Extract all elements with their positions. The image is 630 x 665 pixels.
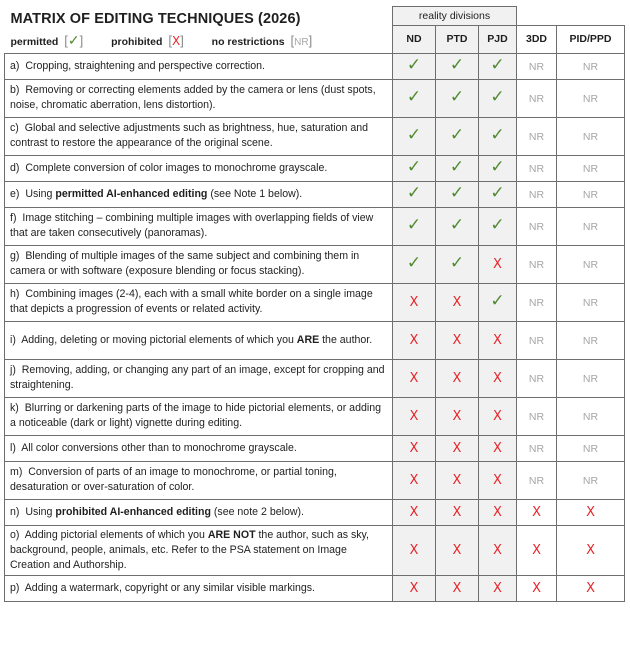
row-text: Using — [25, 187, 56, 200]
cell-pjd — [479, 155, 517, 181]
cross-icon: X — [452, 581, 462, 596]
cell-pjd — [479, 321, 517, 359]
legend-prohibited-label: prohibited — [111, 35, 163, 48]
cross-icon: X — [586, 505, 595, 520]
cross-icon: X — [452, 295, 462, 310]
table-row — [5, 53, 625, 79]
row-label: f) — [10, 212, 17, 224]
cell-3dd — [517, 53, 557, 79]
row-label: m) — [10, 466, 23, 478]
table-row — [5, 117, 625, 155]
cell-ptd — [436, 79, 479, 117]
row-emphasis: permitted AI-enhanced editing — [55, 187, 208, 200]
row-label: b) — [10, 84, 20, 96]
cell-pjd — [479, 245, 517, 283]
header-block — [5, 7, 393, 54]
nr-symbol: NR — [528, 259, 545, 271]
table-row — [5, 181, 625, 207]
row-label: o) — [10, 528, 20, 541]
cross-icon: X — [452, 333, 462, 348]
nr-symbol: NR — [582, 163, 599, 175]
check-icon: ✓ — [406, 183, 422, 202]
technique-description — [5, 245, 393, 283]
cell-pid-ppd — [557, 461, 625, 499]
nr-symbol: NR — [528, 93, 545, 105]
cross-icon: X — [452, 409, 462, 424]
nr-symbol: NR — [528, 335, 545, 347]
row-label: h) — [10, 288, 20, 300]
cell-ptd — [436, 461, 479, 499]
cell-3dd — [517, 245, 557, 283]
cross-icon: X — [452, 505, 462, 520]
cell-pjd — [479, 461, 517, 499]
row-label: c) — [10, 122, 19, 134]
cell-pjd — [479, 499, 517, 525]
cell-pid-ppd — [557, 181, 625, 207]
cell-3dd — [517, 525, 557, 575]
nr-symbol: NR — [582, 297, 599, 309]
cross-icon: X — [452, 441, 462, 456]
row-text-end: the author, such as sky, background, people, animals, etc. Refer to the PSA statement on Image Creation and Authorship. — [10, 528, 369, 571]
cell-nd — [393, 283, 436, 321]
cell-3dd — [517, 181, 557, 207]
cell-pjd — [479, 79, 517, 117]
check-icon: ✓ — [449, 183, 465, 202]
nr-symbol: NR — [582, 411, 599, 423]
cell-ptd — [436, 207, 479, 245]
table-row — [5, 359, 625, 397]
cell-pid-ppd — [557, 207, 625, 245]
cross-icon: X — [586, 581, 595, 596]
legend-permitted-label: permitted — [10, 35, 59, 48]
cell-ptd — [436, 499, 479, 525]
nr-symbol: NR — [582, 61, 599, 73]
table-row — [5, 245, 625, 283]
cell-ptd — [436, 53, 479, 79]
cell-3dd — [517, 207, 557, 245]
table-row — [5, 155, 625, 181]
row-text: Adding a watermark, copyright or any similar visible markings. — [24, 581, 315, 594]
check-icon: ✓ — [67, 31, 80, 48]
cell-3dd — [517, 435, 557, 461]
cell-nd — [393, 79, 436, 117]
row-label: d) — [10, 161, 20, 174]
row-label: l) — [10, 441, 16, 454]
cell-pid-ppd — [557, 53, 625, 79]
cell-nd — [393, 397, 436, 435]
technique-description — [5, 397, 393, 435]
row-emphasis: prohibited AI-enhanced editing — [55, 505, 211, 518]
table-row — [5, 397, 625, 435]
check-icon: ✓ — [490, 183, 505, 202]
check-icon: ✓ — [490, 55, 505, 74]
nr-symbol: NR — [528, 221, 545, 233]
row-text-end: (see Note 1 below). — [207, 187, 303, 200]
cross-icon: X — [493, 543, 502, 558]
cell-3dd — [517, 575, 557, 601]
nr-symbol: NR — [582, 443, 599, 455]
cross-icon: X — [409, 371, 419, 386]
check-icon: ✓ — [490, 215, 505, 234]
cross-icon: X — [493, 409, 502, 424]
row-text: Complete conversion of color images to monochrome grayscale. — [25, 161, 328, 174]
legend-no-restrictions-label: no restrictions — [211, 35, 285, 48]
check-icon: ✓ — [406, 157, 422, 176]
row-label: j) — [10, 364, 16, 376]
row-label: g) — [10, 250, 20, 262]
column-header-nd: ND — [393, 25, 436, 53]
row-text: Conversion of parts of an image to monochrome, or partial toning, desaturation or over-saturation of color. — [10, 466, 337, 493]
nr-symbol: NR — [528, 475, 545, 487]
nr-symbol: NR — [582, 189, 599, 201]
row-text: Using — [25, 505, 56, 518]
check-icon: ✓ — [449, 125, 465, 144]
nr-symbol: NR — [528, 61, 545, 73]
check-icon: ✓ — [449, 87, 465, 106]
cell-3dd — [517, 359, 557, 397]
cross-icon: X — [493, 505, 502, 520]
cell-nd — [393, 245, 436, 283]
legend-permitted: permitted [✓] — [10, 31, 84, 48]
page-title: MATRIX OF EDITING TECHNIQUES (2026) — [10, 10, 301, 27]
check-icon: ✓ — [406, 253, 422, 272]
cell-ptd — [436, 359, 479, 397]
table-row — [5, 525, 625, 575]
cell-pjd — [479, 207, 517, 245]
row-emphasis: ARE NOT — [207, 528, 256, 541]
cell-ptd — [436, 283, 479, 321]
row-text: Image stitching – combining multiple images with overlapping fields of view that are taken consecutively (panoramas). — [10, 212, 374, 239]
column-header-ptd: PTD — [436, 25, 479, 53]
nr-symbol: NR — [582, 131, 599, 143]
cell-nd — [393, 499, 436, 525]
check-icon: ✓ — [449, 55, 465, 74]
column-header-pid-ppd: PID/PPD — [557, 25, 625, 53]
technique-description — [5, 283, 393, 321]
technique-description — [5, 435, 393, 461]
check-icon: ✓ — [490, 157, 505, 176]
cell-pjd — [479, 525, 517, 575]
technique-description — [5, 155, 393, 181]
cross-icon: X — [586, 543, 595, 558]
technique-description — [5, 359, 393, 397]
cell-ptd — [436, 117, 479, 155]
cell-pid-ppd — [557, 525, 625, 575]
cell-pjd — [479, 283, 517, 321]
cross-icon: X — [493, 333, 502, 348]
row-emphasis: ARE — [296, 333, 320, 346]
cell-pjd — [479, 359, 517, 397]
cell-nd — [393, 575, 436, 601]
check-icon: ✓ — [490, 291, 505, 310]
nr-symbol: NR — [582, 373, 599, 385]
row-label: a) — [10, 59, 20, 72]
cell-3dd — [517, 461, 557, 499]
cross-icon: X — [409, 295, 419, 310]
cell-ptd — [436, 435, 479, 461]
cell-pid-ppd — [557, 245, 625, 283]
nr-symbol: NR — [528, 411, 545, 423]
nr-symbol: NR — [582, 93, 599, 105]
cell-nd — [393, 53, 436, 79]
cross-icon: X — [409, 333, 419, 348]
cell-ptd — [436, 525, 479, 575]
cross-icon: X — [493, 473, 502, 488]
row-text: Global and selective adjustments such as brightness, hue, saturation and contrast to restore the appearance of the original scene. — [10, 122, 369, 149]
cross-icon: X — [409, 409, 419, 424]
cell-pid-ppd — [557, 321, 625, 359]
table-row — [5, 283, 625, 321]
cross-icon: X — [171, 33, 181, 48]
legend-prohibited: prohibited [X] — [111, 32, 184, 48]
cross-icon: X — [409, 473, 419, 488]
cell-pjd — [479, 575, 517, 601]
cell-nd — [393, 155, 436, 181]
reality-divisions-header: reality divisions — [393, 7, 517, 26]
check-icon: ✓ — [449, 157, 465, 176]
row-text: Adding, deleting or moving pictorial elements of which you — [21, 333, 297, 346]
nr-symbol: NR — [582, 221, 599, 233]
row-label: p) — [10, 581, 20, 594]
cell-3dd — [517, 397, 557, 435]
cell-nd — [393, 321, 436, 359]
nr-symbol: NR — [582, 475, 599, 487]
nr-symbol: NR — [528, 297, 545, 309]
cell-pjd — [479, 181, 517, 207]
cross-icon: X — [532, 505, 541, 520]
cell-ptd — [436, 245, 479, 283]
editing-matrix-table — [4, 6, 625, 602]
row-text: Removing or correcting elements added by the camera or lens (dust spots, noise, chromatic aberration, lens distortion). — [10, 84, 376, 111]
column-header-3dd: 3DD — [517, 25, 557, 53]
technique-description — [5, 117, 393, 155]
technique-description — [5, 79, 393, 117]
row-text: Combining images (2-4), each with a small white border on a single image that depicts a progression of events or related activity. — [10, 288, 373, 315]
technique-description — [5, 525, 393, 575]
cell-nd — [393, 461, 436, 499]
table-row — [5, 79, 625, 117]
nr-symbol: NR — [528, 131, 545, 143]
cell-nd — [393, 359, 436, 397]
cell-ptd — [436, 575, 479, 601]
cell-pjd — [479, 53, 517, 79]
technique-description — [5, 53, 393, 79]
cell-nd — [393, 525, 436, 575]
row-label: e) — [10, 187, 20, 200]
technique-description — [5, 321, 393, 359]
technique-description — [5, 207, 393, 245]
row-text: Blending of multiple images of the same subject and combining them in camera or with software (exposure blending or focus stacking). — [10, 250, 360, 277]
cell-nd — [393, 117, 436, 155]
technique-description — [5, 181, 393, 207]
nr-symbol: NR — [582, 259, 599, 271]
cross-icon: X — [493, 441, 502, 456]
row-text: Cropping, straightening and perspective correction. — [25, 59, 265, 72]
row-text: Adding pictorial elements of which you — [24, 528, 208, 541]
cell-nd — [393, 181, 436, 207]
check-icon: ✓ — [490, 125, 505, 144]
nr-symbol: NR — [528, 443, 545, 455]
row-label: n) — [10, 505, 20, 518]
row-text: Blurring or darkening parts of the image to hide pictorial elements, or adding a noticeable (dark or light) vignette during editing. — [10, 402, 381, 429]
cell-pid-ppd — [557, 499, 625, 525]
check-icon: ✓ — [490, 87, 505, 106]
cell-3dd — [517, 321, 557, 359]
nr-symbol: NR — [294, 36, 309, 48]
cell-3dd — [517, 155, 557, 181]
cross-icon: X — [493, 581, 502, 596]
cell-pid-ppd — [557, 575, 625, 601]
legend — [11, 32, 387, 49]
column-header-pjd: PJD — [479, 25, 517, 53]
nr-symbol: NR — [528, 373, 545, 385]
cell-3dd — [517, 283, 557, 321]
cross-icon: X — [452, 543, 462, 558]
cross-icon: X — [452, 371, 462, 386]
check-icon: ✓ — [406, 87, 422, 106]
cell-pid-ppd — [557, 155, 625, 181]
technique-description — [5, 499, 393, 525]
row-label: i) — [10, 333, 16, 346]
cell-3dd — [517, 79, 557, 117]
cell-pid-ppd — [557, 283, 625, 321]
cell-pid-ppd — [557, 79, 625, 117]
table-row — [5, 575, 625, 601]
nr-symbol: NR — [528, 189, 545, 201]
cross-icon: X — [409, 505, 419, 520]
check-icon: ✓ — [449, 253, 465, 272]
technique-rows — [5, 53, 625, 601]
check-icon: ✓ — [406, 125, 422, 144]
table-row — [5, 461, 625, 499]
cell-pid-ppd — [557, 435, 625, 461]
legend-no-restrictions: no restrictions [NR] — [211, 32, 313, 48]
cross-icon: X — [532, 581, 541, 596]
row-text-end: the author. — [319, 333, 373, 346]
cross-icon: X — [493, 257, 502, 272]
cell-pid-ppd — [557, 359, 625, 397]
cell-3dd — [517, 117, 557, 155]
technique-description — [5, 461, 393, 499]
cell-nd — [393, 435, 436, 461]
table-row — [5, 207, 625, 245]
row-text: All color conversions other than to monochrome grayscale. — [21, 441, 297, 454]
technique-description — [5, 575, 393, 601]
cross-icon: X — [409, 581, 419, 596]
cross-icon: X — [532, 543, 541, 558]
check-icon: ✓ — [449, 215, 465, 234]
row-text: Removing, adding, or changing any part of an image, except for cropping and straightening. — [10, 364, 385, 391]
cross-icon: X — [493, 371, 502, 386]
cell-pjd — [479, 117, 517, 155]
cell-ptd — [436, 181, 479, 207]
cell-nd — [393, 207, 436, 245]
check-icon: ✓ — [406, 215, 422, 234]
cell-ptd — [436, 155, 479, 181]
nr-symbol: NR — [582, 335, 599, 347]
cross-icon: X — [452, 473, 462, 488]
cell-pid-ppd — [557, 397, 625, 435]
cell-pjd — [479, 397, 517, 435]
cell-3dd — [517, 499, 557, 525]
nr-symbol: NR — [528, 163, 545, 175]
cell-pjd — [479, 435, 517, 461]
cross-icon: X — [409, 441, 419, 456]
cell-pid-ppd — [557, 117, 625, 155]
row-text-end: (see note 2 below). — [210, 505, 304, 518]
table-row — [5, 499, 625, 525]
row-label: k) — [10, 402, 19, 414]
table-row — [5, 435, 625, 461]
cross-icon: X — [409, 543, 419, 558]
cell-ptd — [436, 397, 479, 435]
table-row — [5, 321, 625, 359]
cell-ptd — [436, 321, 479, 359]
check-icon: ✓ — [406, 55, 422, 74]
